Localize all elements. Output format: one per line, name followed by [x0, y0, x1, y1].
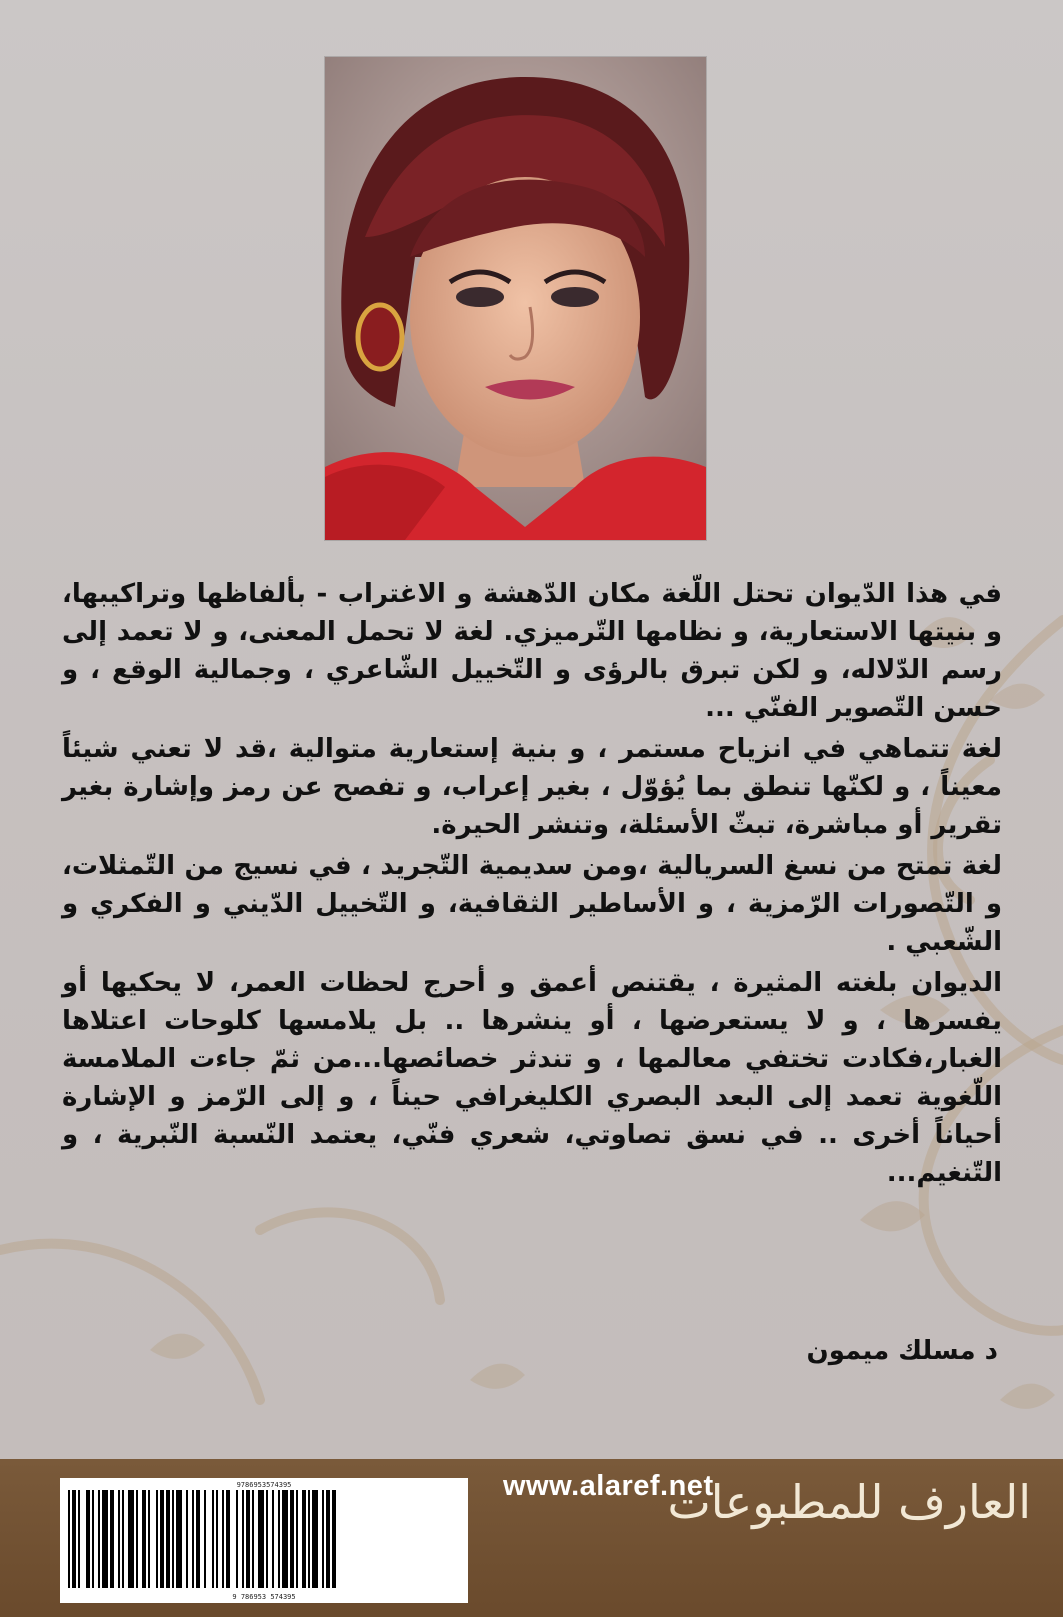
barcode-bar: [242, 1490, 244, 1588]
barcode-bottom-number: 9 786953 574395: [232, 1593, 296, 1601]
barcode-bar: [192, 1490, 194, 1588]
isbn-barcode: [60, 1478, 468, 1603]
barcode-bar: [86, 1490, 90, 1588]
barcode-bar: [186, 1490, 188, 1588]
barcode-bar: [302, 1490, 306, 1588]
barcode-bar: [160, 1490, 164, 1588]
barcode-bar: [118, 1490, 120, 1588]
barcode-bar: [290, 1490, 294, 1588]
barcode-bar: [148, 1490, 150, 1588]
barcode-bar: [222, 1490, 224, 1588]
publisher-calligraphy-logo: العارف للمطبوعات: [667, 1475, 1031, 1529]
barcode-bar: [332, 1490, 336, 1588]
barcode-bars: [66, 1490, 462, 1588]
barcode-bar: [92, 1490, 94, 1588]
blurb-paragraph-1: في هذا الدّيوان تحتل اللّغة مكان الدّهشة و الاغتراب - بألفاظها وتراكيبها، و بنيتها الاستعارية، و نظامها التّرميزي. لغة لا تحمل المعنى، و لا تعمد إلى رسم الدّلاله، و لكن تبرق بالرؤى و التّخييل الشّاعري ، وجمالية الوقع ، و حسن التّصوير الفنّي ...: [62, 579, 1002, 723]
barcode-bar: [272, 1490, 274, 1588]
barcode-bar: [78, 1490, 80, 1588]
barcode-bar: [136, 1490, 138, 1588]
barcode-bar: [204, 1490, 206, 1588]
barcode-bar: [296, 1490, 298, 1588]
barcode-bar: [322, 1490, 324, 1588]
blurb-paragraph-4: الديوان بلغته المثيرة ، يقتنص أعمق و أحرج لحظات العمر، لا يحكيها أو يفسرها ، و لا يستعرضها ، أو ينشرها .. بل يلامسها كلوحات اعتلاها الغبار،فكادت تختفي معالمها ، و تندثر خصائصها...من ثمّ جاءت الملامسة اللّغوية تعمد إلى البعد البصري الكليغرافي حيناً ، و إلى الرّمز و الإشارة أحياناً أخرى .. في نسق تصاوتي، شعري فنّي، يعتمد النّسبة النّبرية ، و التّنغيم...: [62, 968, 1002, 1188]
barcode-bar: [236, 1490, 238, 1588]
barcode-bar: [110, 1490, 114, 1588]
barcode-bar: [308, 1490, 310, 1588]
blurb-paragraph-2: لغة تتماهي في انزياح مستمر ، و بنية إستعارية متوالية ،قد لا تعني شيئاً معيناً ، و لكنّها تنطق بما يُؤوّل ، بغير إعراب، و تفصح عن رمز وإشارة بغير تقرير أو مباشرة، تبثّ الأسئلة، وتنشر الحيرة.: [62, 734, 1002, 840]
barcode-bar: [216, 1490, 218, 1588]
barcode-bar: [196, 1490, 200, 1588]
blurb-paragraph-3: لغة تمتح من نسغ السريالية ،ومن سديمية التّجريد ، في نسيج من التّمثلات، و التّصورات الرّمزية ، و الأساطير الثقافية، و التّخييل الدّيني و الفكري و الشّعبي .: [62, 851, 1002, 957]
barcode-bar: [166, 1490, 170, 1588]
barcode-bar: [176, 1490, 182, 1588]
barcode-bar: [246, 1490, 250, 1588]
barcode-bar: [226, 1490, 230, 1588]
barcode-bar: [282, 1490, 288, 1588]
barcode-bar: [122, 1490, 124, 1588]
barcode-bar: [128, 1490, 134, 1588]
author-portrait: [325, 57, 706, 540]
barcode-bar: [68, 1490, 70, 1588]
barcode-bar: [172, 1490, 174, 1588]
blurb-signature: د مسلك ميمون: [806, 1336, 998, 1366]
barcode-bar: [156, 1490, 158, 1588]
barcode-bar: [278, 1490, 280, 1588]
barcode-bar: [98, 1490, 100, 1588]
publisher-website[interactable]: www.alaref.net: [503, 1470, 714, 1502]
barcode-bar: [312, 1490, 318, 1588]
barcode-bar: [102, 1490, 108, 1588]
barcode-bar: [212, 1490, 214, 1588]
barcode-top-number: 9786953574395: [236, 1481, 292, 1489]
barcode-bar: [266, 1490, 268, 1588]
barcode-bar: [326, 1490, 330, 1588]
barcode-bar: [142, 1490, 146, 1588]
barcode-bar: [258, 1490, 264, 1588]
barcode-bar: [72, 1490, 76, 1588]
barcode-bar: [252, 1490, 254, 1588]
back-cover-blurb: [62, 575, 1002, 1195]
